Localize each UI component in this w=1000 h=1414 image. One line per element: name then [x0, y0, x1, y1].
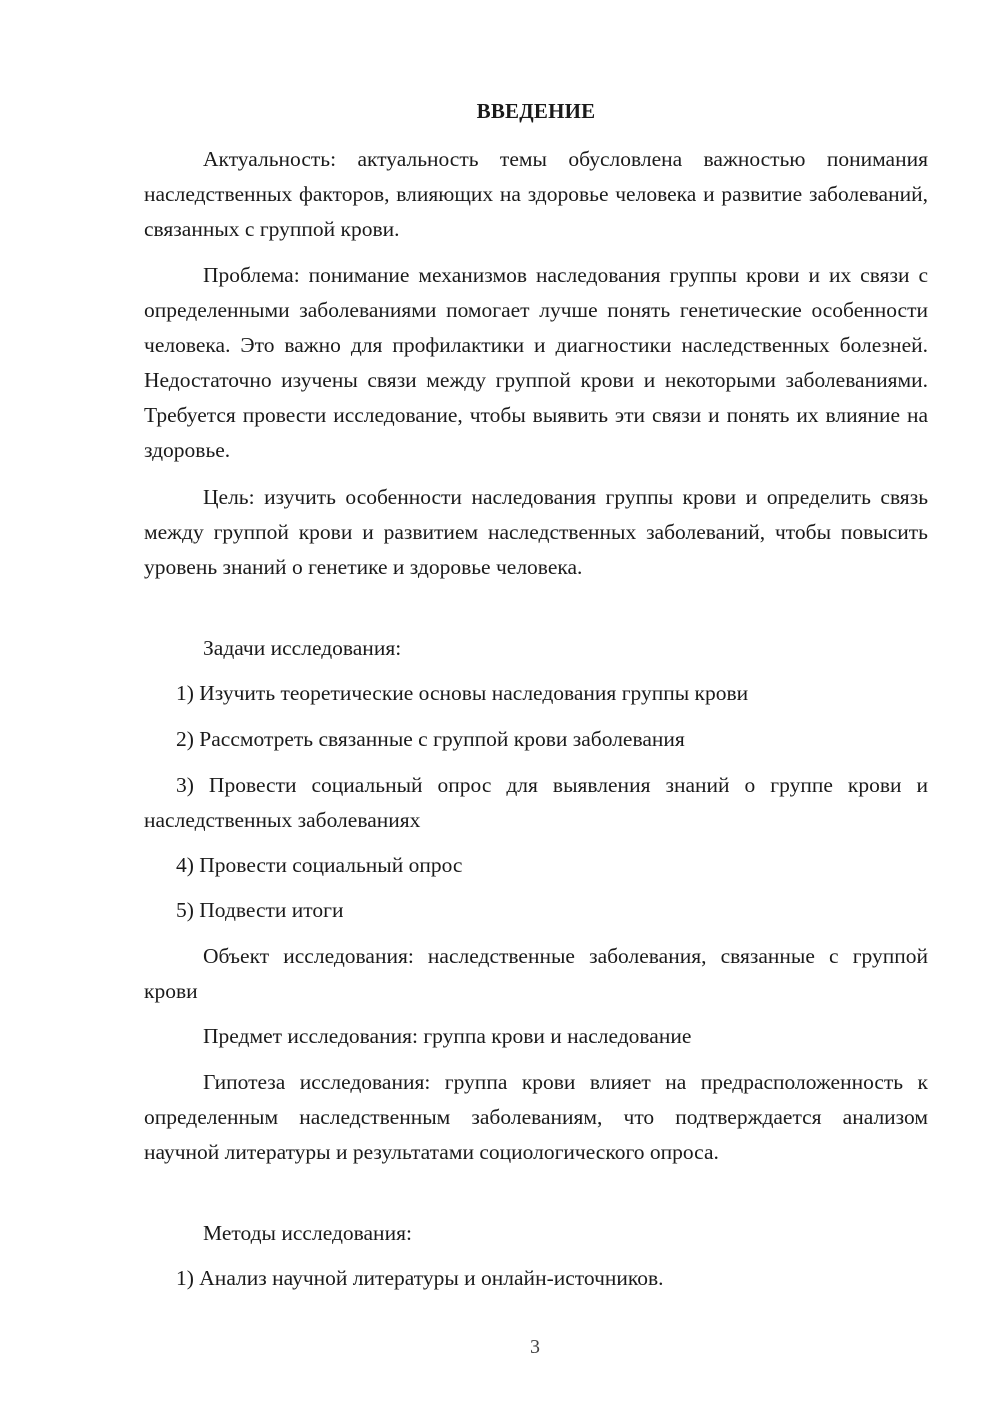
list-item-task-1: 1) Изучить теоретические основы наследования группы крови — [176, 681, 749, 705]
paragraph-relevance: Актуальность: актуальность темы обусловлена важностью понимания наследственных факторов, влияющих на здоровье человека и развитие заболеваний, связанных с группой крови. — [144, 147, 928, 241]
list-item-task-5: 5) Подвести итоги — [176, 898, 344, 922]
paragraph-subject: Предмет исследования: группа крови и наследование — [203, 1024, 692, 1048]
list-item-task-2: 2) Рассмотреть связанные с группой крови заболевания — [176, 727, 685, 751]
paragraph-object: Объект исследования: наследственные заболевания, связанные с группой крови — [144, 944, 928, 1003]
page-number: 3 — [530, 1336, 540, 1358]
list-item-task-4: 4) Провести социальный опрос — [176, 853, 463, 877]
section-title: ВВЕДЕНИЕ — [476, 99, 596, 123]
paragraph-methods-heading: Методы исследования: — [203, 1221, 412, 1245]
paragraph-problem: Проблема: понимание механизмов наследования группы крови и их связи с определенными заболеваниями помогает лучше понять генетические особенности человека. Это важно для профилактики и диагностики наследственных болезней. Недостаточно изучены связи между группой крови и некоторыми заболеваниями. Требуется провести исследование, чтобы выявить эти связи и понять их влияние на здоровье. — [144, 263, 928, 462]
paragraph-tasks-heading: Задачи исследования: — [203, 636, 402, 660]
list-item-task-3: 3) Провести социальный опрос для выявления знаний о группе крови и наследственных заболеваниях — [144, 773, 928, 832]
paragraph-hypothesis: Гипотеза исследования: группа крови влияет на предрасположенность к определенным наследственным заболеваниям, что подтверждается анализом научной литературы и результатами социологического опроса. — [144, 1070, 928, 1164]
paragraph-goal: Цель: изучить особенности наследования группы крови и определить связь между группой крови и развитием наследственных заболеваний, чтобы повысить уровень знаний о генетике и здоровье человека. — [144, 485, 928, 579]
list-item-method-1: 1) Анализ научной литературы и онлайн-источников. — [176, 1266, 664, 1290]
